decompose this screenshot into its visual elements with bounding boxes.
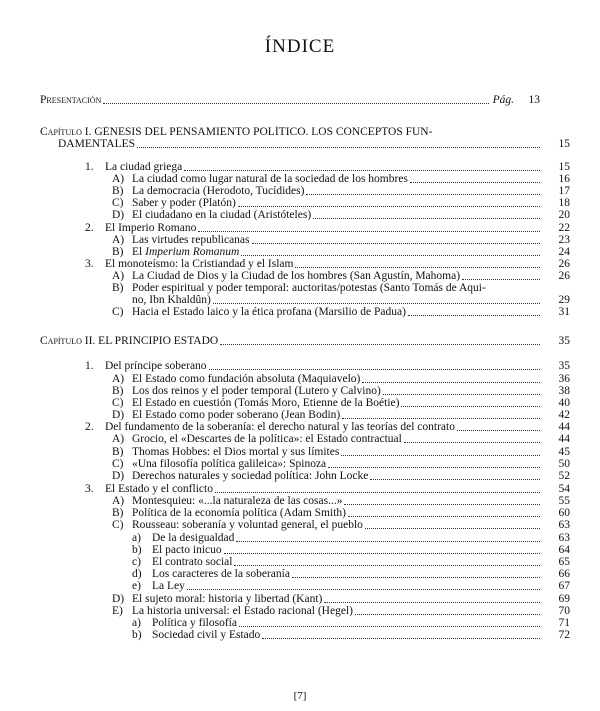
entry-text: La historia universal: el Estado racional (Hegel) — [132, 605, 353, 617]
leader-dots — [410, 182, 540, 183]
leader-dots — [252, 243, 540, 244]
leader-dots — [362, 382, 540, 383]
leader-dots — [103, 103, 488, 104]
entry-number: A) — [112, 173, 125, 185]
toc-entry[interactable] — [85, 360, 570, 373]
entry-text: Capítulo I. GÉNESIS DEL PENSAMIENTO POLÍTICO. LOS CONCEPTOS FUN- — [40, 126, 433, 138]
entry-text: Montesquieu: «...la naturaleza de las cosas...» — [132, 495, 343, 507]
entry-page: 15 — [558, 138, 570, 150]
entry-text: La ciudad griega — [105, 161, 183, 173]
entry-page: 17 — [558, 185, 570, 197]
entry-text: Saber y poder (Platón) — [132, 197, 236, 209]
entry-text: El Imperium Romanum — [132, 246, 240, 258]
entry-number: E) — [112, 605, 123, 617]
entry-text: Las virtudes republicanas — [132, 234, 250, 246]
entry-text: Derechos naturales y sociedad política: John Locke — [132, 470, 369, 482]
entry-page: 72 — [558, 629, 570, 641]
entry-page: 60 — [558, 507, 570, 519]
entry-number: A) — [112, 495, 125, 507]
entry-text: Política de la economía política (Adam Smith) — [132, 507, 346, 519]
entry-text: Thomas Hobbes: el Dios mortal y sus límites — [132, 446, 340, 458]
entry-text: El Estado y el conflicto — [105, 483, 213, 495]
leader-dots — [198, 231, 540, 232]
entry-number: A) — [112, 433, 125, 445]
leader-dots — [292, 577, 540, 578]
entry-page: 52 — [558, 470, 570, 482]
entry-number: B) — [112, 507, 124, 519]
entry-text: La Ciudad de Dios y la Ciudad de los hombres (San Agustín, Mahoma) — [132, 270, 461, 282]
entry-text: El pacto inicuo — [152, 544, 222, 556]
entry-page: 70 — [558, 605, 570, 617]
entry-number: C) — [112, 197, 124, 209]
entry-text: El Imperio Romano — [105, 222, 197, 234]
leader-dots — [355, 614, 540, 615]
leader-dots — [342, 418, 540, 419]
entry-text: Capítulo II. EL PRINCIPIO ESTADO — [40, 335, 219, 347]
leader-dots — [457, 430, 540, 431]
leader-dots — [348, 516, 540, 517]
entry-page: 63 — [558, 532, 570, 544]
entry-text: La democracia (Herodoto, Tucídides) — [132, 185, 305, 197]
toc-entry[interactable] — [112, 209, 570, 222]
entry-number: 1. — [85, 161, 94, 173]
entry-page: 71 — [558, 617, 570, 629]
leader-dots — [306, 194, 540, 195]
entry-page: 29 — [558, 294, 570, 306]
entry-text: Sociedad civil y Estado — [152, 629, 261, 641]
leader-dots — [215, 492, 540, 493]
leader-dots — [239, 626, 540, 627]
entry-number: C) — [112, 397, 124, 409]
entry-page: 69 — [558, 593, 570, 605]
entry-number: D) — [112, 209, 125, 221]
leader-dots — [224, 553, 540, 554]
toc-entry[interactable] — [112, 470, 570, 483]
entry-number: a) — [132, 617, 141, 629]
entry-page: 18 — [558, 197, 570, 209]
entry-number: B) — [112, 246, 124, 258]
entry-number: D) — [112, 409, 125, 421]
entry-page: 23 — [558, 234, 570, 246]
entry-text: Del príncipe soberano — [105, 360, 207, 372]
entry-text: Grocio, el «Descartes de la política»: el Estado contractual — [132, 433, 402, 445]
leader-dots — [262, 638, 540, 639]
entry-page: 22 — [558, 222, 570, 234]
toc-entry[interactable] — [112, 306, 570, 319]
leader-dots — [295, 267, 540, 268]
entry-page: 54 — [558, 483, 570, 495]
entry-number: b) — [132, 544, 142, 556]
entry-number: e) — [132, 580, 141, 592]
entry-page: 64 — [558, 544, 570, 556]
chapter-heading-1-line2[interactable] — [58, 138, 570, 151]
pag-label: Pág. — [492, 94, 514, 106]
entry-number: D) — [112, 470, 125, 482]
entry-page: 26 — [558, 270, 570, 282]
entry-text: La Ley — [152, 580, 185, 592]
entry-number: b) — [132, 629, 142, 641]
entry-page: 44 — [558, 421, 570, 433]
entry-page: 42 — [558, 409, 570, 421]
entry-number: A) — [112, 270, 125, 282]
chapter-heading-2[interactable] — [40, 335, 570, 348]
toc-entry-presentacion[interactable] — [40, 94, 540, 107]
entry-number: C) — [112, 306, 124, 318]
entry-text: Hacia el Estado laico y la ética profana (Marsilio de Padua) — [132, 306, 406, 318]
entry-text: «Una filosofía política galileica»: Spinoza — [132, 458, 327, 470]
entry-page: 65 — [558, 556, 570, 568]
entry-number: B) — [112, 385, 124, 397]
entry-text: Los caracteres de la soberanía — [152, 568, 290, 580]
leader-dots — [328, 467, 540, 468]
entry-number: 2. — [85, 421, 94, 433]
entry-number: D) — [112, 593, 125, 605]
toc-entry[interactable] — [132, 580, 570, 593]
entry-text: El sujeto moral: historia y libertad (Kant) — [132, 593, 323, 605]
leader-dots — [241, 255, 540, 256]
leader-dots — [213, 303, 540, 304]
entry-page: 20 — [558, 209, 570, 221]
entry-number: c) — [132, 556, 141, 568]
entry-number: C) — [112, 458, 124, 470]
leader-dots — [324, 602, 540, 603]
entry-text: De la desigualdad — [152, 532, 235, 544]
entry-page: 15 — [558, 161, 570, 173]
entry-text: Poder espiritual y poder temporal: auctoritas/potestas (Santo Tomás de Aqui- — [132, 282, 486, 294]
entry-text: El Estado como poder soberano (Jean Bodin) — [132, 409, 341, 421]
leader-dots — [462, 279, 540, 280]
leader-dots — [236, 541, 540, 542]
entry-text: La ciudad como lugar natural de la sociedad de los hombres — [132, 173, 408, 185]
entry-text: Los dos reinos y el poder temporal (Lutero y Calvino) — [132, 385, 381, 397]
leader-dots — [401, 406, 540, 407]
entry-text: Presentación — [40, 94, 102, 106]
toc-entry[interactable] — [112, 519, 570, 532]
entry-page: 67 — [558, 580, 570, 592]
entry-text: El Estado en cuestión (Tomás Moro, Etienne de la Boétie) — [132, 397, 400, 409]
entry-number: 1. — [85, 360, 94, 372]
leader-dots — [365, 528, 540, 529]
page-number: [7] — [293, 690, 307, 702]
entry-text: Del fundamento de la soberanía: el derecho natural y las teorías del contrato — [105, 421, 455, 433]
entry-page: 50 — [558, 458, 570, 470]
leader-dots — [220, 344, 540, 345]
entry-page: 13 — [528, 94, 540, 106]
entry-page: 40 — [558, 397, 570, 409]
leader-dots — [209, 369, 540, 370]
toc-entry[interactable] — [112, 433, 570, 446]
entry-page: 36 — [558, 373, 570, 385]
entry-number: 3. — [85, 483, 94, 495]
entry-number: C) — [112, 519, 124, 531]
entry-text: Rousseau: soberanía y voluntad general, el pueblo — [132, 519, 363, 531]
leader-dots — [313, 218, 540, 219]
leader-dots — [344, 504, 540, 505]
entry-page: 44 — [558, 433, 570, 445]
entry-text: no, Ibn Khaldûn) — [132, 294, 211, 306]
toc-entry[interactable] — [132, 629, 570, 642]
leader-dots — [370, 479, 540, 480]
entry-text: El monoteísmo: la Cristiandad y el Islam — [105, 258, 294, 270]
entry-number: a) — [132, 532, 141, 544]
leader-dots — [408, 315, 540, 316]
entry-number: B) — [112, 185, 124, 197]
entry-number: A) — [112, 373, 125, 385]
entry-number: d) — [132, 568, 142, 580]
leader-dots — [341, 455, 540, 456]
entry-number: 3. — [85, 258, 94, 270]
entry-text: Política y filosofía — [152, 617, 237, 629]
entry-text: DAMENTALES — [58, 138, 136, 150]
entry-number: A) — [112, 234, 125, 246]
entry-number: 2. — [85, 222, 94, 234]
entry-page: 16 — [558, 173, 570, 185]
entry-page: 38 — [558, 385, 570, 397]
entry-page: 45 — [558, 446, 570, 458]
leader-dots — [234, 565, 540, 566]
entry-page: 63 — [558, 519, 570, 531]
entry-page: 26 — [558, 258, 570, 270]
entry-page: 66 — [558, 568, 570, 580]
entry-page: 35 — [558, 360, 570, 372]
leader-dots — [137, 147, 540, 148]
leader-dots — [383, 394, 540, 395]
leader-dots — [184, 170, 540, 171]
entry-number: B) — [112, 282, 124, 294]
entry-number: B) — [112, 446, 124, 458]
entry-text: El contrato social — [152, 556, 233, 568]
page-title: ÍNDICE — [264, 36, 336, 57]
entry-page: 35 — [558, 335, 570, 347]
entry-page: 31 — [558, 306, 570, 318]
entry-page: 55 — [558, 495, 570, 507]
entry-text: El ciudadano en la ciudad (Aristóteles) — [132, 209, 312, 221]
leader-dots — [404, 442, 540, 443]
entry-text: El Estado como fundación absoluta (Maquiavelo) — [132, 373, 361, 385]
entry-page: 24 — [558, 246, 570, 258]
leader-dots — [238, 206, 540, 207]
leader-dots — [187, 589, 540, 590]
